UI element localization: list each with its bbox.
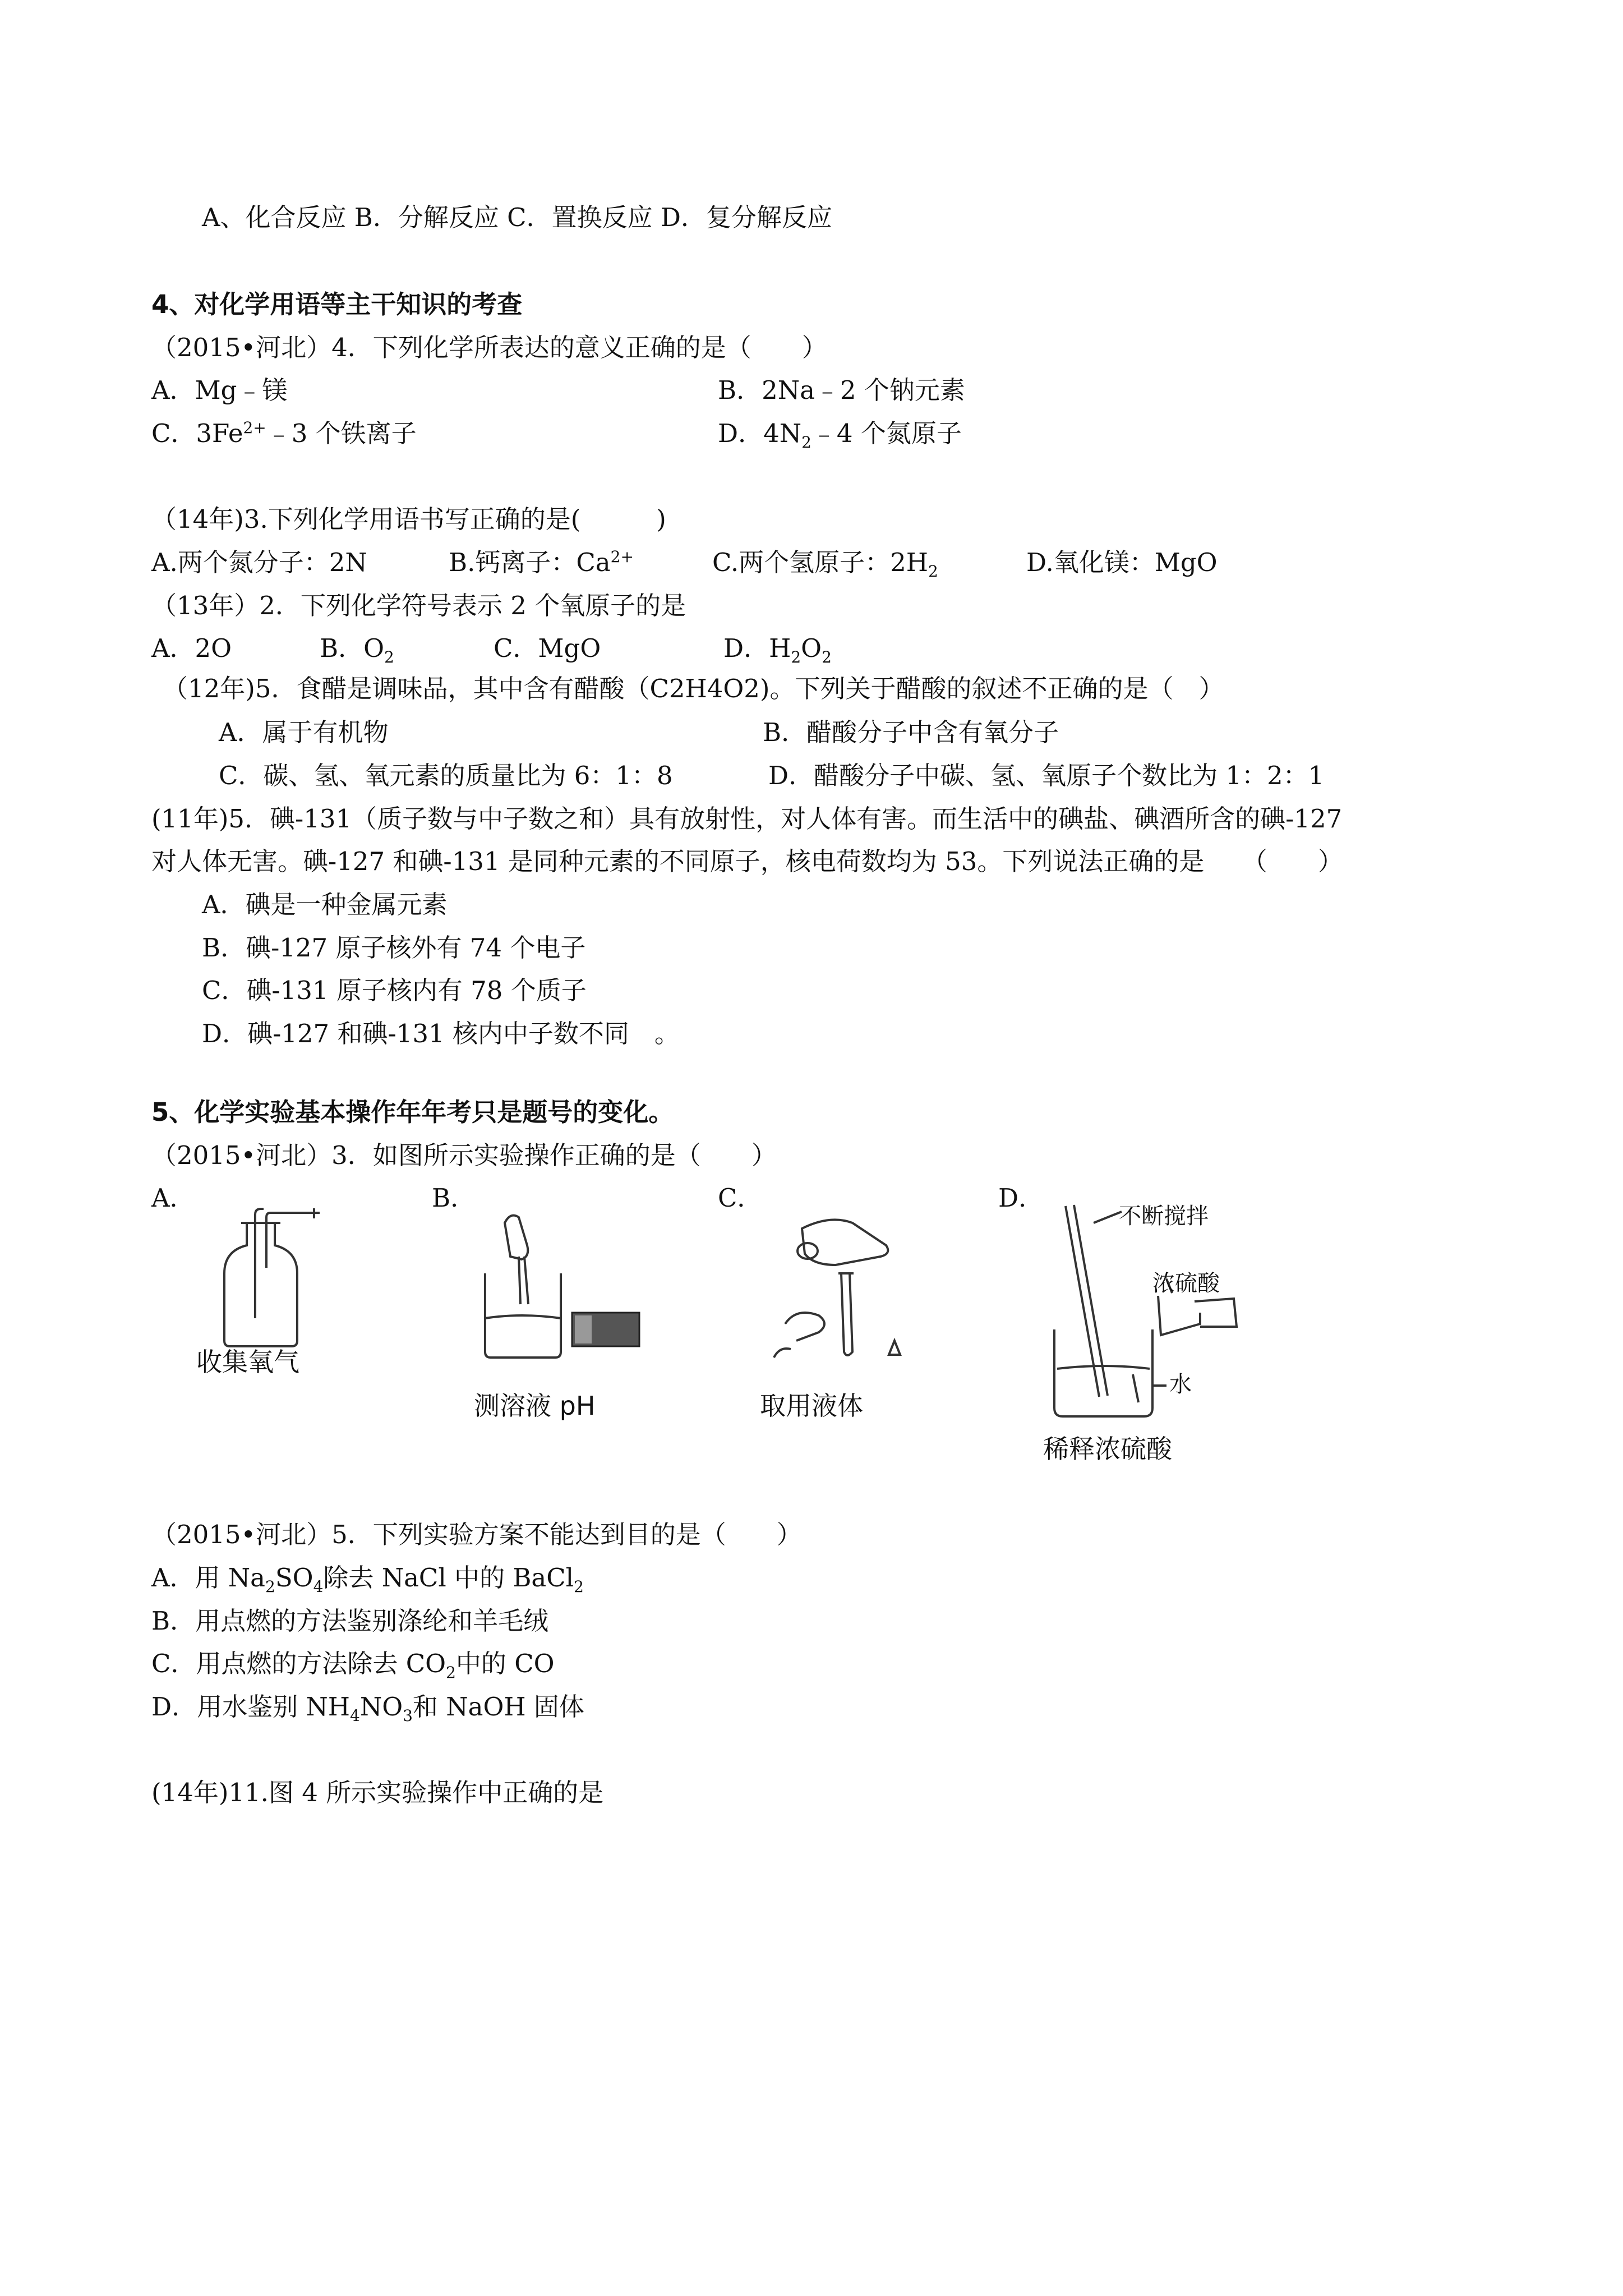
label-water: 水 bbox=[1169, 1372, 1192, 1397]
q2015-4-option-a: A．Mg﹣镁 bbox=[151, 375, 288, 405]
caption-collect-oxygen: 收集氧气 bbox=[196, 1347, 299, 1377]
liquid-taking-figure bbox=[751, 1212, 931, 1380]
q12-5-option-c: C．碳、氢、氧元素的质量比为 6：1：8 bbox=[219, 761, 673, 790]
q2015-4-option-d: D．$4N_2﹣4$ 个氮原子 bbox=[718, 418, 962, 452]
q13-2-option-b: B．$O_2$ bbox=[320, 633, 394, 666]
q11-5-stem-line1: (11年)5．碘-131（质子数与中子数之和）具有放射性，对人体有害。而生活中的碘盐、碘酒所含的碘-127 bbox=[151, 804, 1343, 834]
section-4-title: 4、对化学用语等主干知识的考查 bbox=[151, 289, 523, 319]
q13-2-option-d: D．$H_2O_2$ bbox=[723, 633, 832, 666]
q2015-5-option-a: A．用 $Na_2SO_4$除去 NaCl 中的 BaCl$_2$ bbox=[151, 1563, 584, 1596]
caption-take-liquid: 取用液体 bbox=[760, 1391, 863, 1421]
q2015-5-option-c: C．用点燃的方法除去 $CO_2$中的 CO bbox=[151, 1649, 555, 1682]
q14-3-option-a: A.两个氮分子：2N bbox=[151, 547, 367, 577]
gas-collection-bottle-figure bbox=[208, 1206, 331, 1352]
q2015-5-option-b: B．用点燃的方法鉴别涤纶和羊毛绒 bbox=[151, 1606, 549, 1636]
q11-5-stem-line2: 对人体无害。碘-127 和碘-131 是同种元素的不同原子，核电荷数均为 53。下列说法正确的是 （ ） bbox=[151, 846, 1343, 876]
q2015-5-option-d: D．用水鉴别 $NH_4NO_3$和 NaOH 固体 bbox=[151, 1692, 584, 1725]
q13-2-stem: （13年）2．下列化学符号表示 2 个氧原子的是 bbox=[151, 591, 686, 620]
figure-letter-b: B． bbox=[432, 1183, 476, 1213]
q12-5-option-a: A．属于有机物 bbox=[219, 717, 389, 747]
label-keep-stirring: 不断搅拌 bbox=[1119, 1203, 1209, 1229]
figure-letter-a: A． bbox=[151, 1183, 195, 1213]
section-5-title: 5、化学实验基本操作年年考只是题号的变化。 bbox=[151, 1097, 674, 1127]
q13-2-option-a: A．2O bbox=[151, 633, 232, 663]
figure-letter-d: D． bbox=[998, 1183, 1044, 1213]
q12-5-option-d: D．醋酸分子中碳、氢、氧原子个数比为 1：2：1 bbox=[768, 761, 1325, 790]
q2015-3-stem: （2015•河北）3．如图所示实验操作正确的是（ ） bbox=[151, 1140, 777, 1170]
figure-letter-c: C． bbox=[718, 1183, 763, 1213]
q2015-4-option-b: B．2Na﹣2 个钠元素 bbox=[718, 375, 965, 405]
ph-test-figure bbox=[477, 1206, 645, 1374]
q11-5-option-a: A．碘是一种金属元素 bbox=[202, 890, 448, 919]
q14-3-option-c: C.两个氢原子：$2H_2$ bbox=[712, 547, 938, 581]
q3-options: A、化合反应 B．分解反应 C．置换反应 D．复分解反应 bbox=[202, 203, 832, 232]
q14-11-stem: (14年)11.图 4 所示实验操作中正确的是 bbox=[151, 1778, 604, 1807]
q14-3-stem: （14年)3.下列化学用语书写正确的是( ) bbox=[151, 504, 666, 534]
q11-5-option-b: B．碘-127 原子核外有 74 个电子 bbox=[202, 933, 586, 963]
q12-5-stem: （12年)5．食醋是调味品，其中含有醋酸（C2H4O2)。下列关于醋酸的叙述不正确的是（ ） bbox=[163, 674, 1224, 703]
q2015-5-stem: （2015•河北）5．下列实验方案不能达到目的是（ ） bbox=[151, 1520, 802, 1549]
q2015-4-stem: （2015•河北）4．下列化学所表达的意义正确的是（ ） bbox=[151, 333, 827, 362]
q11-5-option-d: D．碘-127 和碘-131 核内中子数不同 。 bbox=[202, 1019, 680, 1048]
q14-3-option-d: D.氧化镁：MgO bbox=[1026, 547, 1218, 577]
q12-5-option-b: B．醋酸分子中含有氧分子 bbox=[763, 717, 1059, 747]
q11-5-option-c: C．碘-131 原子核内有 78 个质子 bbox=[202, 976, 587, 1005]
q14-3-option-b: B.钙离子：$Ca^{2+}$ bbox=[449, 547, 634, 577]
caption-measure-ph: 测溶液 pH bbox=[474, 1391, 596, 1421]
caption-dilute-acid: 稀释浓硫酸 bbox=[1043, 1434, 1172, 1464]
q2015-4-option-c: C．$3Fe^{2+}﹣3$ 个铁离子 bbox=[151, 418, 417, 448]
q13-2-option-c: C．MgO bbox=[494, 633, 601, 663]
label-concentrated-sulfuric-acid: 浓硫酸 bbox=[1152, 1271, 1220, 1296]
